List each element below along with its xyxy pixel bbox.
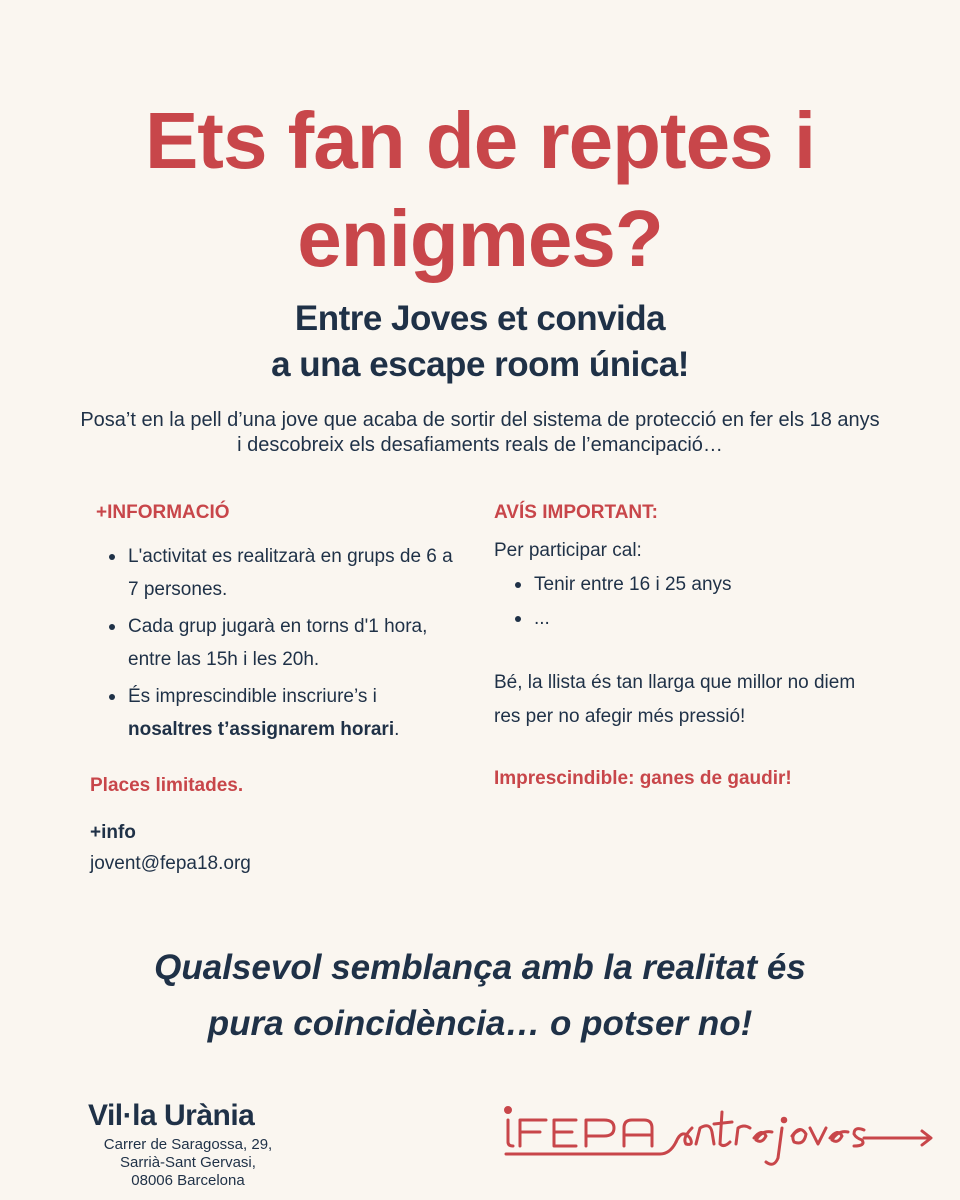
subheadline (0, 296, 960, 388)
requirements-list (512, 568, 874, 636)
list-item-text: Tenir entre 16 i 25 anys (534, 574, 732, 595)
list-item (512, 568, 874, 602)
contact-block (90, 817, 251, 879)
more-info-label: +info (90, 822, 136, 843)
list-item-text: ... (534, 608, 550, 629)
venue-name: Vil·la Urània (88, 1099, 255, 1132)
info-list (106, 540, 460, 746)
address-line-2: Sarrià-Sant Gervasi, (120, 1154, 256, 1171)
list-item-bold-text: nosaltres t’assignarem horari (128, 719, 395, 740)
headline-line-2: enigmes? (297, 194, 663, 283)
info-title: +INFORMACIÓ (96, 502, 230, 523)
notice-lead: Per participar cal: (494, 540, 642, 561)
fepa-entrejoves-logo (500, 1098, 940, 1178)
list-item-text: És imprescindible inscriure’s i (128, 686, 377, 707)
places-limited: Places limitades. (90, 775, 244, 796)
subheadline-line-1: Entre Joves et convida (294, 299, 666, 338)
headline (0, 92, 960, 288)
venue-block (88, 1096, 318, 1190)
headline-line-1: Ets fan de reptes i (144, 96, 816, 185)
list-item (106, 680, 460, 746)
list-item-text: Cada grup jugarà en torns d'1 hora, entre las 15h i les 20h. (128, 616, 428, 670)
address-line-3: 08006 Barcelona (131, 1172, 245, 1189)
contact-email-link[interactable]: jovent@fepa18.org (90, 853, 251, 874)
list-item (106, 540, 460, 606)
info-column (90, 500, 460, 750)
closing-tagline (0, 940, 960, 1052)
closing-line-2: pura coincidència… o potser no! (207, 1004, 753, 1043)
notice-column (494, 500, 874, 792)
notice-title: AVÍS IMPORTANT: (494, 502, 658, 523)
subheadline-line-2: a una escape room única! (271, 345, 689, 384)
venue-address (88, 1136, 288, 1190)
address-line-1: Carrer de Saragossa, 29, (103, 1136, 273, 1153)
notice-closing: Imprescindible: ganes de gaudir! (494, 768, 792, 789)
notice-body: Bé, la llista és tan llarga que millor no diem res per no afegir més pressió! (494, 672, 856, 727)
list-item-tail: . (394, 719, 400, 740)
list-item (106, 610, 460, 676)
closing-line-1: Qualsevol semblança amb la realitat és (154, 948, 806, 987)
list-item-text: L'activitat es realitzarà en grups de 6 a 7 persones. (128, 546, 453, 600)
intro-paragraph: Posa’t en la pell d’una jove que acaba de sortir del sistema de protecció en fer els 18 anys i descobreix els desafiaments reals de l’emancipació… (80, 409, 880, 456)
list-item (512, 602, 874, 636)
